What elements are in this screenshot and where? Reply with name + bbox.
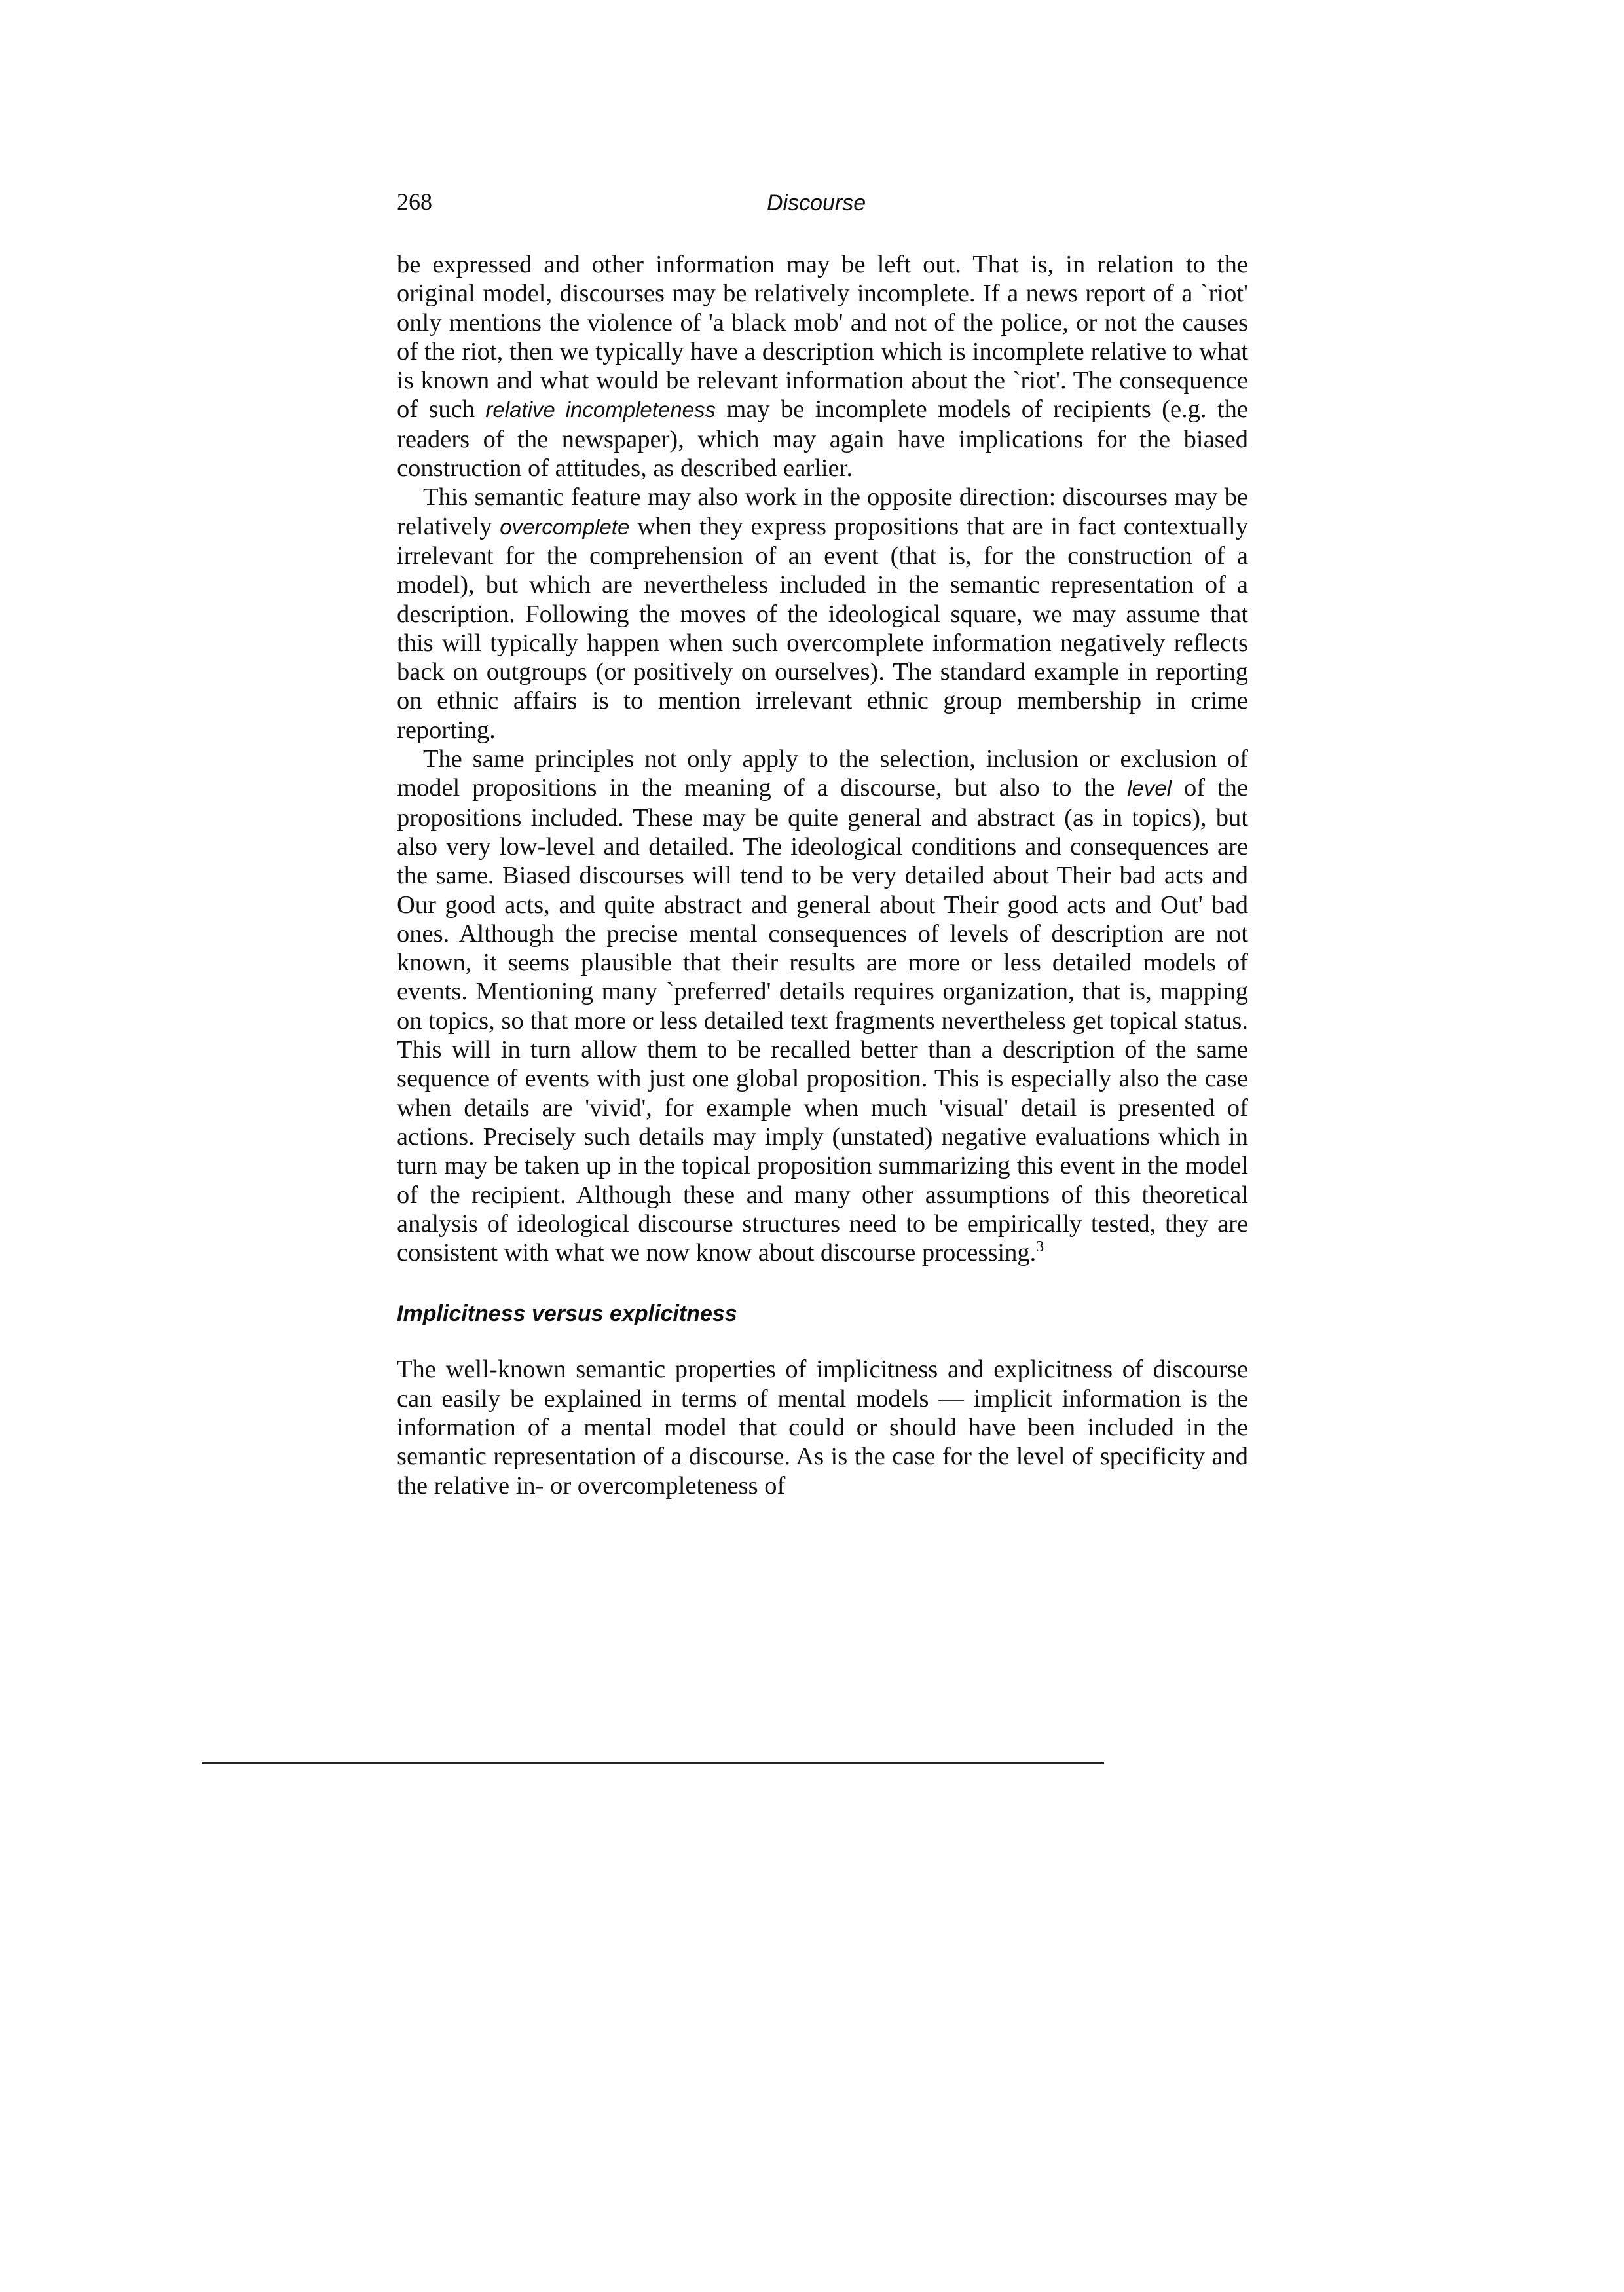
section-heading: Implicitness versus explicitness xyxy=(397,1301,737,1327)
body-text xyxy=(397,250,1248,1500)
footnote-reference[interactable]: 3 xyxy=(1036,1238,1044,1256)
paragraph-overcomplete: This semantic feature may also work in the opposite direction: discourses may be relatively overcomplete when they express propositions that are in fact contextually irrelevant for the comprehension of an event (that is, for the construction of a model), but which are nevertheless included in the semantic representation of a description. Following the moves of the ideological square, we may assume that this will typically happen when such overcomplete information negatively reflects back on outgroups (or positively on ourselves). The standard example in reporting on ethnic affairs is to mention irrelevant ethnic group membership in crime reporting. xyxy=(397,483,1249,744)
running-head: Discourse xyxy=(767,191,866,215)
page-number: 268 xyxy=(397,189,432,215)
paragraph-implicitness: The well-known semantic properties of implicitness and explicitness of discourse can easily be explained in terms of mental models — implicit information is the information of a mental model that could or should have been included in the semantic representation of a discourse. As is the case for the level of specificity and the relative in- or overcompleteness of xyxy=(397,1356,1248,1500)
term-relative-incompleteness: relative incompleteness xyxy=(485,397,716,422)
term-level: level xyxy=(1127,776,1172,801)
paragraph-level-of-description: The same principles not only apply to the selection, inclusion or exclusion of model propositions in the meaning of a discourse, but also to the level of the propositions included. These may be quite general and abstract (as in topics), but also very low-level and detailed. The ideological conditions and consequences are the same. Biased discourses will tend to be very detailed about Their bad acts and Our good acts, and quite abstract and general about Their good acts and Out' bad ones. Although the precise mental consequences of levels of description are not known, it seems plausible that their results are more or less detailed models of events. Mentioning many `preferred' details requires organization, that is, mapping on topics, so that more or less detailed text fragments nevertheless get topical status. This will in turn allow them to be recalled better than a description of the same sequence of events with just one global proposition. This is especially also the case when details are 'vivid', for example when much 'visual' detail is presented of actions. Precisely such details may imply (unstated) negative evaluations which in turn may be taken up in the topical proposition summarizing this event in the model of the recipient. Although these and many other assumptions of this theoretical analysis of ideological discourse structures need to be empirically tested, they are consistent with what we now know about discourse processing.$^3$ xyxy=(397,745,1248,1267)
paragraph-relative-incompleteness: be expressed and other information may be left out. That is, in relation to the original model, discourses may be relatively incomplete. If a news report of a `riot' only mentions the violence of 'a black mob' and not of the police, or not the causes of the riot, then we typically have a description which is incomplete relative to what is known and what would be relevant information about the `riot'. The consequence of such relative incompleteness may be incomplete models of recipients (e.g. the readers of the newspaper), which may again have implications for the biased construction of attitudes, as described earlier. xyxy=(397,251,1248,483)
footer-rule xyxy=(202,1762,1104,1764)
page-header xyxy=(397,187,1248,227)
term-overcomplete: overcomplete xyxy=(500,514,630,539)
